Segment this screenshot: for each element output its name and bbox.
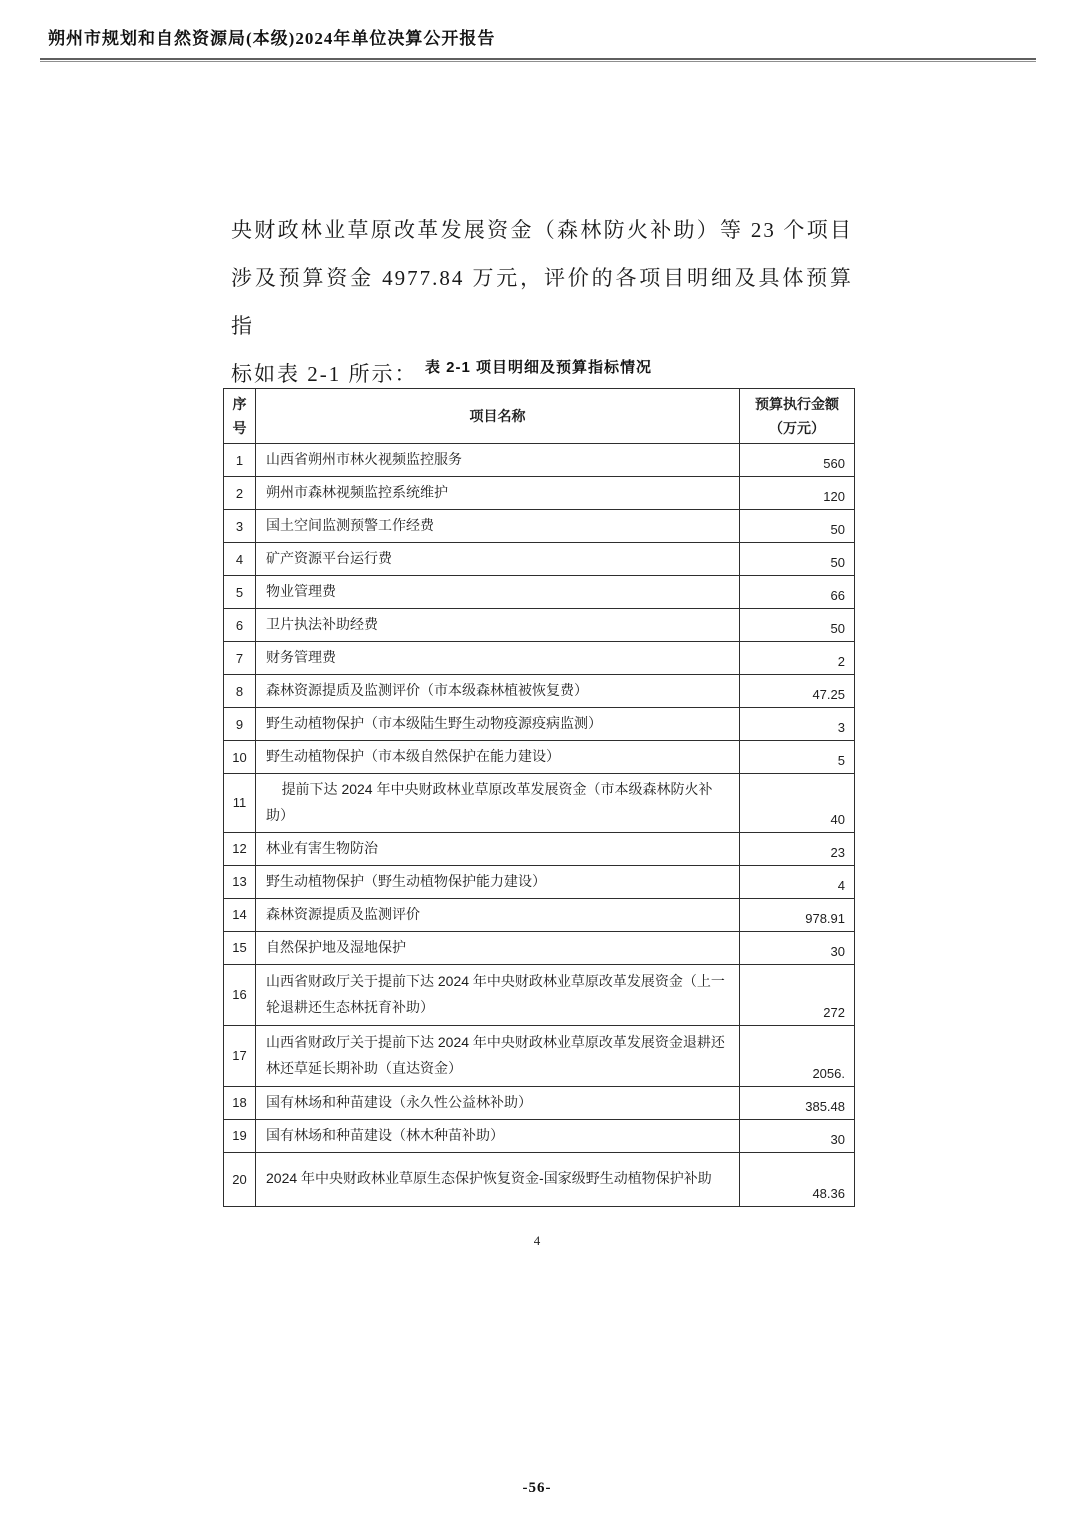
row-project-name: 山西省财政厅关于提前下达 2024 年中央财政林业草原改革发展资金退耕还林还草延长期补助（直达资金） (256, 1025, 740, 1086)
table-row (224, 898, 855, 931)
inner-page-number: 4 (533, 1233, 541, 1248)
row-no: 7 (224, 642, 256, 675)
column-header-no: 序号 (224, 389, 256, 444)
row-no: 4 (224, 543, 256, 576)
row-no: 3 (224, 510, 256, 543)
row-amount: 4 (740, 865, 855, 898)
row-project-name: 国有林场和种苗建设（林木种苗补助） (256, 1119, 740, 1152)
row-project-name: 物业管理费 (256, 576, 740, 609)
table-row (224, 1025, 855, 1086)
row-project-name: 朔州市森林视频监控系统维护 (256, 477, 740, 510)
row-no: 2 (224, 477, 256, 510)
row-project-name: 卫片执法补助经费 (256, 609, 740, 642)
row-project-name: 自然保护地及湿地保护 (256, 931, 740, 964)
row-project-name: 森林资源提质及监测评价（市本级森林植被恢复费） (256, 675, 740, 708)
row-project-name: 国土空间监测预警工作经费 (256, 510, 740, 543)
row-amount: 2 (740, 642, 855, 675)
table-row (224, 741, 855, 774)
footer-page-number: -56- (522, 1480, 552, 1496)
row-project-name: 山西省财政厅关于提前下达 2024 年中央财政林业草原改革发展资金（上一轮退耕还生态林抚育补助） (256, 964, 740, 1025)
table-row (224, 964, 855, 1025)
paragraph-line: 涉及预算资金 4977.84 万元，评价的各项目明细及具体预算指 (231, 266, 853, 338)
row-no: 17 (224, 1025, 256, 1086)
row-no: 5 (224, 576, 256, 609)
column-header-name: 项目名称 (256, 389, 740, 444)
row-amount: 3 (740, 708, 855, 741)
table-row (224, 1152, 855, 1206)
row-amount: 978.91 (740, 898, 855, 931)
row-no: 8 (224, 675, 256, 708)
row-no: 11 (224, 774, 256, 833)
table-row (224, 931, 855, 964)
row-no: 10 (224, 741, 256, 774)
row-no: 6 (224, 609, 256, 642)
row-amount: 30 (740, 931, 855, 964)
table-row (224, 1119, 855, 1152)
row-project-name: 野生动植物保护（野生动植物保护能力建设） (256, 865, 740, 898)
table-row (224, 576, 855, 609)
row-no: 18 (224, 1086, 256, 1119)
row-amount: 385.48 (740, 1086, 855, 1119)
row-no: 9 (224, 708, 256, 741)
row-no: 14 (224, 898, 256, 931)
row-amount: 50 (740, 543, 855, 576)
row-amount: 5 (740, 741, 855, 774)
row-no: 16 (224, 964, 256, 1025)
row-no: 12 (224, 832, 256, 865)
table-row (224, 865, 855, 898)
table-row (224, 1086, 855, 1119)
row-amount: 47.25 (740, 675, 855, 708)
table-row (224, 774, 855, 833)
row-no: 1 (224, 444, 256, 477)
table-row (224, 832, 855, 865)
row-amount: 560 (740, 444, 855, 477)
row-amount: 40 (740, 774, 855, 833)
row-project-name: 林业有害生物防治 (256, 832, 740, 865)
table-row (224, 708, 855, 741)
budget-table-container (223, 388, 855, 1207)
row-amount: 30 (740, 1119, 855, 1152)
table-row (224, 642, 855, 675)
table-row (224, 477, 855, 510)
row-amount: 2056. (740, 1025, 855, 1086)
table-row (224, 609, 855, 642)
paragraph-line: 标如表 2-1 所示： (231, 362, 418, 386)
page-header (40, 24, 1036, 62)
table-row (224, 444, 855, 477)
row-project-name: 2024 年中央财政林业草原生态保护恢复资金-国家级野生动植物保护补助 (256, 1152, 740, 1206)
table-row (224, 510, 855, 543)
row-project-name: 野生动植物保护（市本级自然保护在能力建设） (256, 741, 740, 774)
table-caption: 表 2-1 项目明细及预算指标情况 (424, 359, 653, 376)
document-title: 朔州市规划和自然资源局(本级)2024年单位决算公开报告 (48, 29, 496, 48)
row-project-name: 森林资源提质及监测评价 (256, 898, 740, 931)
table-row (224, 543, 855, 576)
row-project-name: 山西省朔州市林火视频监控服务 (256, 444, 740, 477)
row-project-name: 野生动植物保护（市本级陆生野生动物疫源疫病监测） (256, 708, 740, 741)
row-project-name: 财务管理费 (256, 642, 740, 675)
row-project-name: 提前下达 2024 年中央财政林业草原改革发展资金（市本级森林防火补助） (256, 774, 740, 833)
header-divider (40, 58, 1036, 62)
row-amount: 272 (740, 964, 855, 1025)
table-row (224, 675, 855, 708)
budget-table (223, 388, 855, 1207)
row-amount: 50 (740, 510, 855, 543)
row-no: 15 (224, 931, 256, 964)
row-project-name: 国有林场和种苗建设（永久性公益林补助） (256, 1086, 740, 1119)
table-header-row (224, 389, 855, 444)
row-amount: 48.36 (740, 1152, 855, 1206)
row-amount: 23 (740, 832, 855, 865)
row-no: 19 (224, 1119, 256, 1152)
paragraph-line: 央财政林业草原改革发展资金（森林防火补助）等 23 个项目 (231, 218, 853, 242)
row-amount: 50 (740, 609, 855, 642)
row-project-name: 矿产资源平台运行费 (256, 543, 740, 576)
row-no: 13 (224, 865, 256, 898)
row-no: 20 (224, 1152, 256, 1206)
row-amount: 66 (740, 576, 855, 609)
row-amount: 120 (740, 477, 855, 510)
column-header-amount: 预算执行金额（万元） (740, 389, 855, 444)
